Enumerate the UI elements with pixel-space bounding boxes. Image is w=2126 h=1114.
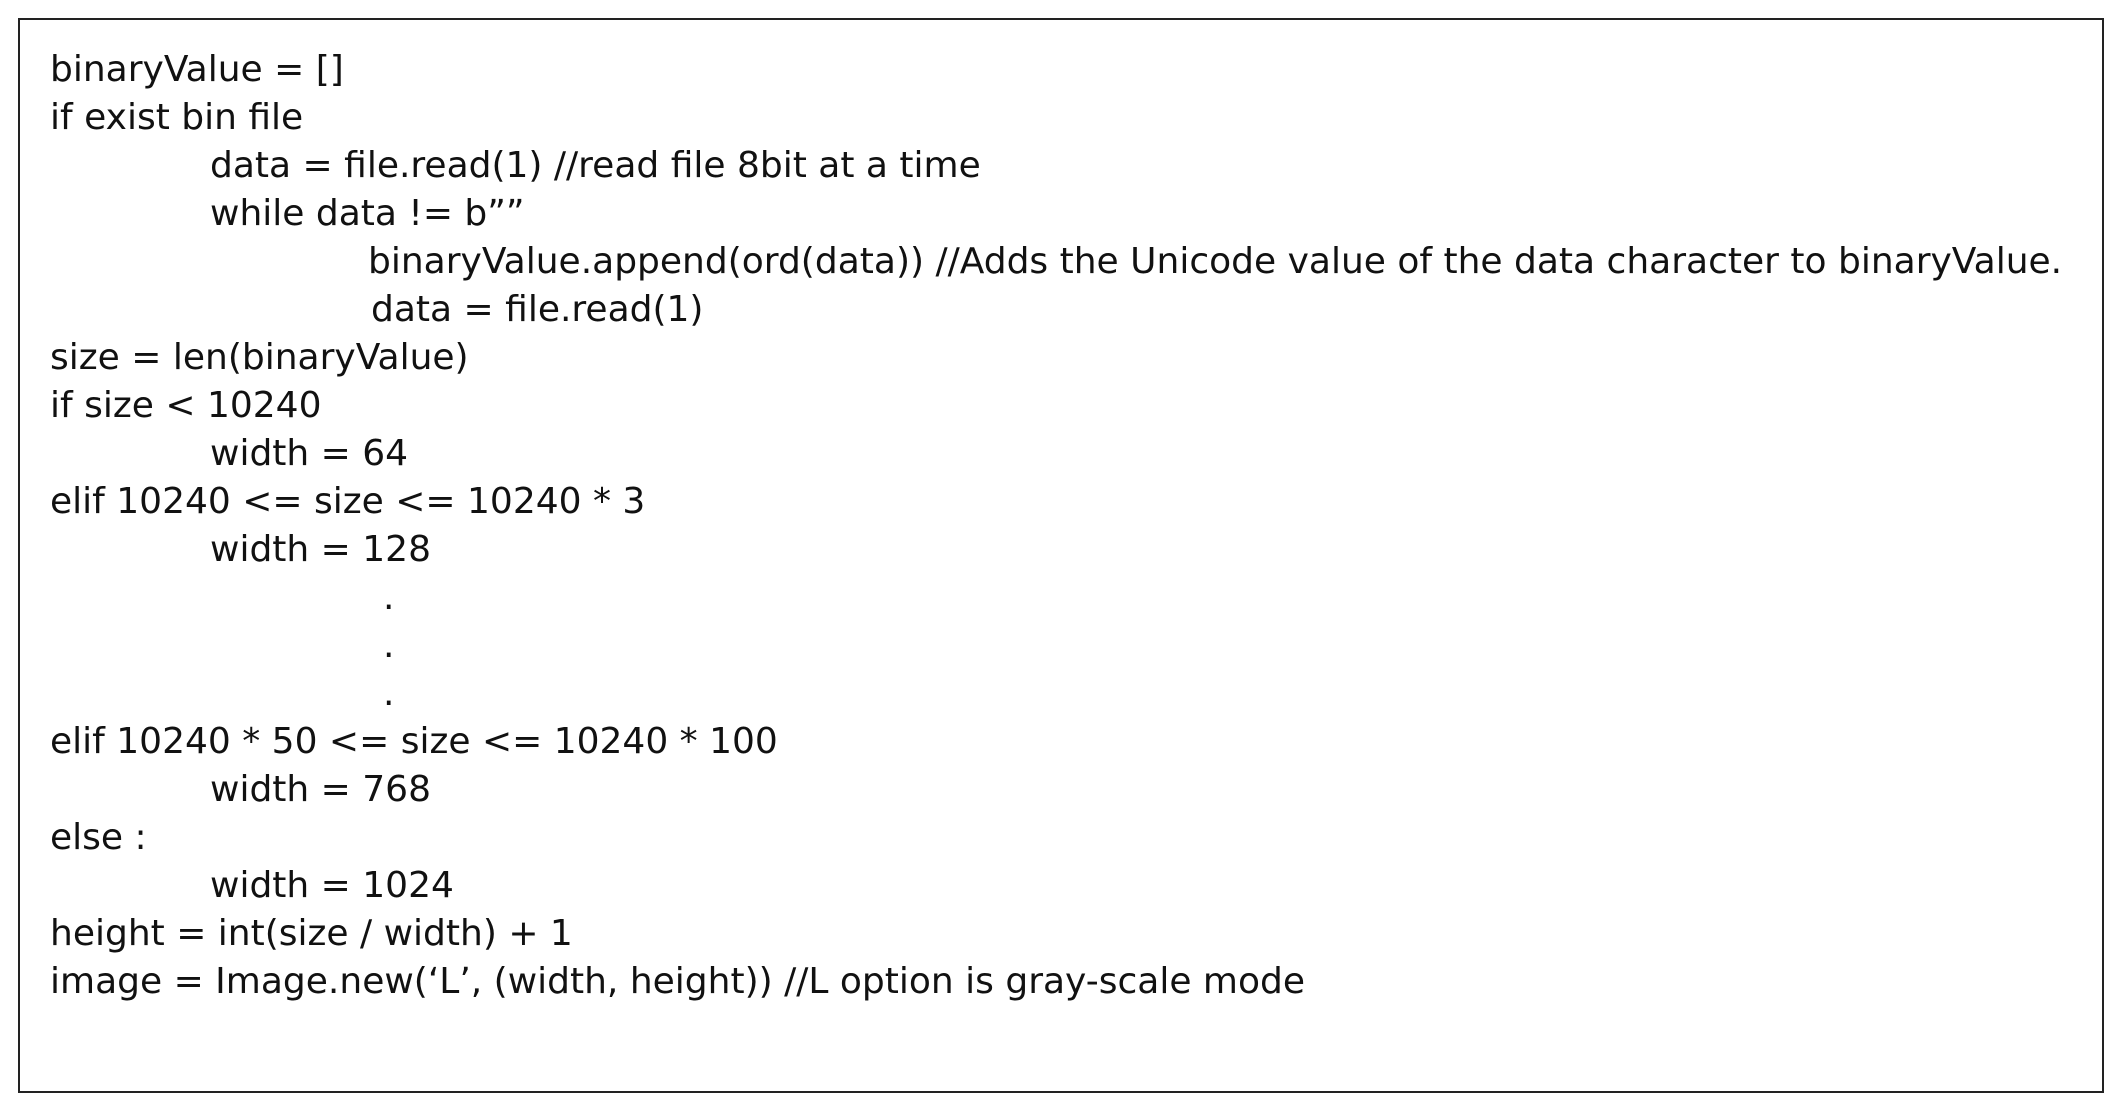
code-line: size = len(binaryValue) <box>50 337 469 378</box>
code-line: width = 128 <box>210 529 431 570</box>
code-line: width = 768 <box>210 769 431 810</box>
code-line: elif 10240 * 50 <= size <= 10240 * 100 <box>50 721 778 762</box>
code-line: elif 10240 <= size <= 10240 * 3 <box>50 481 646 522</box>
code-line: else : <box>50 817 147 858</box>
code-line: width = 1024 <box>210 865 454 906</box>
code-line: width = 64 <box>210 433 409 474</box>
code-line: height = int(size / width) + 1 <box>50 913 573 954</box>
code-line: while data != b”” <box>210 193 525 234</box>
ellipsis-dot: . <box>383 577 395 618</box>
code-line: data = file.read(1) <box>371 289 704 330</box>
code-line: image = Image.new(‘L’, (width, height)) //L option is gray-scale mode <box>50 961 1306 1002</box>
code-line: binaryValue.append(ord(data)) //Adds the Unicode value of the data character to binaryValue. <box>368 241 2063 282</box>
code-line: if exist bin file <box>50 97 304 138</box>
code-line: data = file.read(1) //read file 8bit at a time <box>210 145 981 186</box>
pseudocode-lines <box>50 46 2062 1006</box>
code-line: binaryValue = [] <box>50 49 344 90</box>
ellipsis-dot: . <box>383 673 395 714</box>
ellipsis-dot: . <box>383 625 395 666</box>
code-line: if size < 10240 <box>50 385 322 426</box>
pseudocode-box <box>18 18 2104 1093</box>
